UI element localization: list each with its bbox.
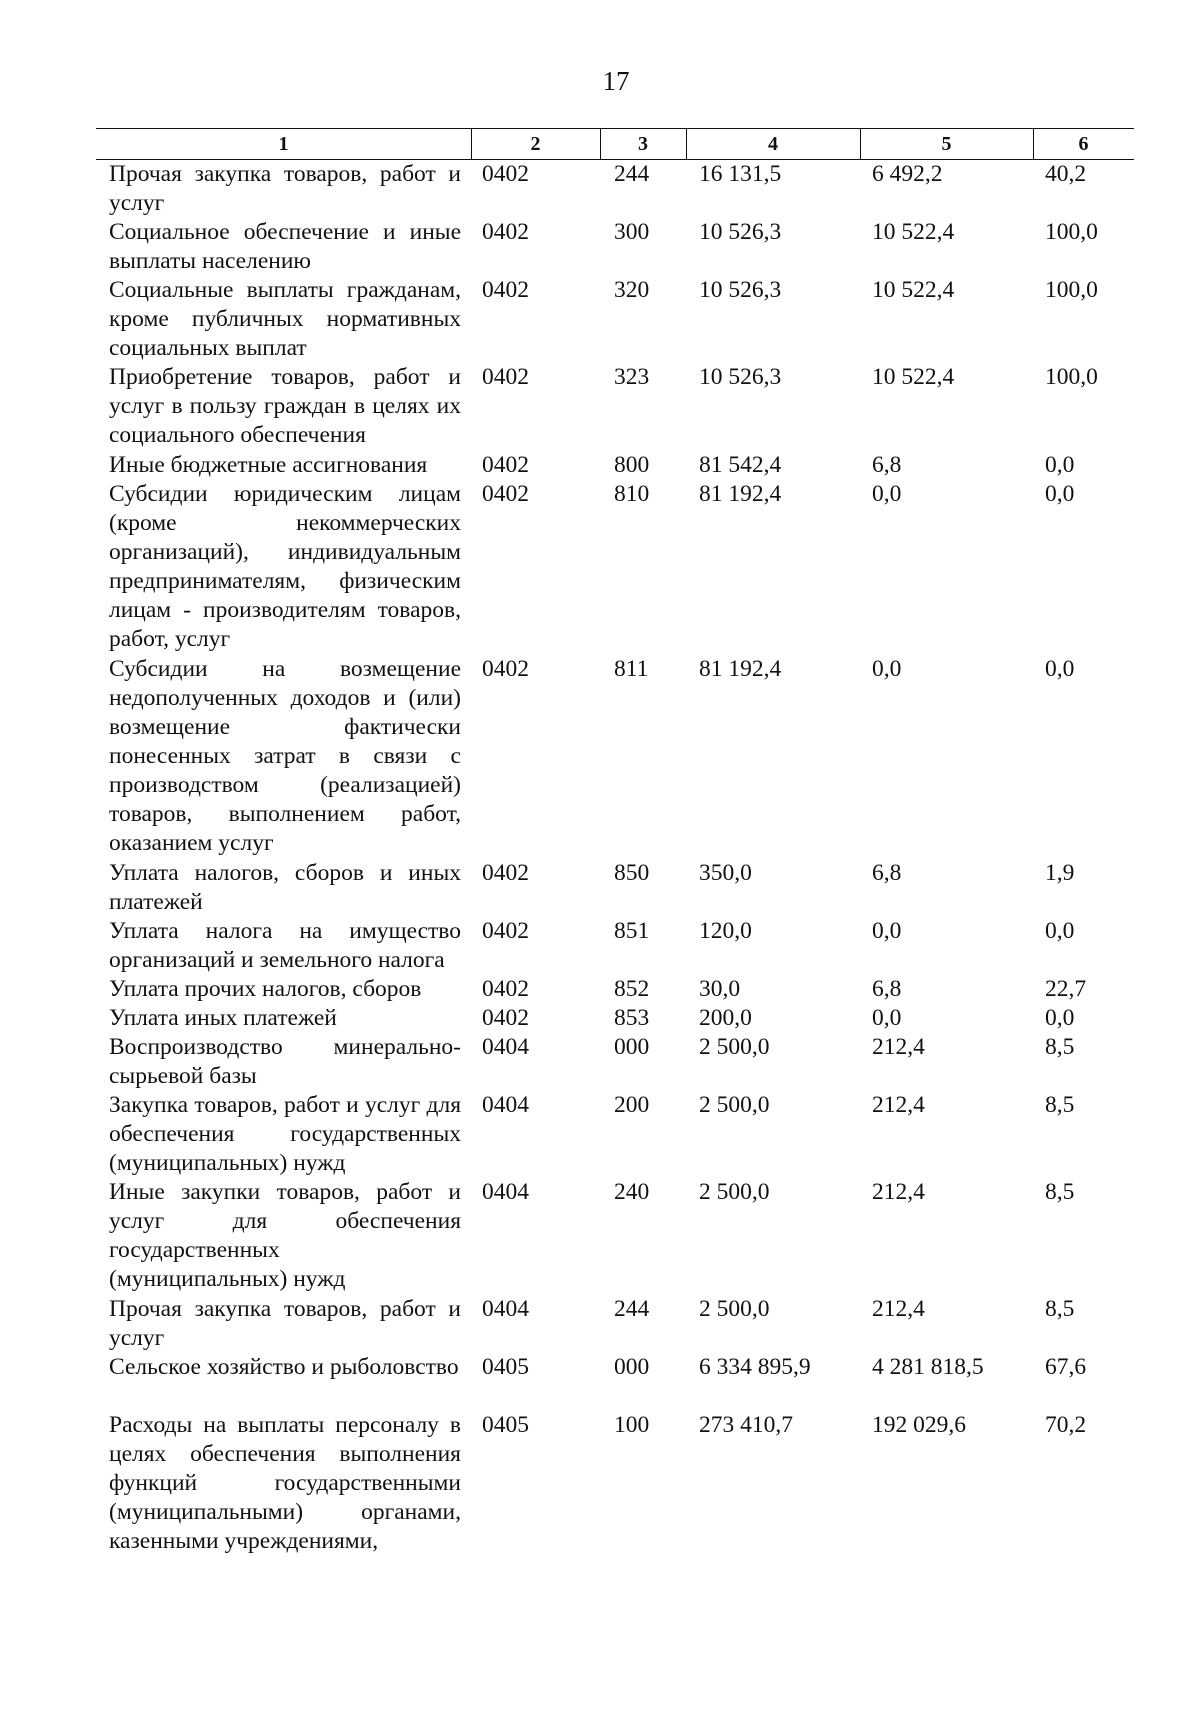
row-amount-planned: 81 192,4 bbox=[699, 656, 782, 682]
row-description: Закупка товаров, работ и услуг для обеспечения государственных (муниципальных) нужд bbox=[109, 1092, 461, 1176]
row-section-code: 0402 bbox=[482, 219, 529, 245]
row-amount-actual: 212,4 bbox=[872, 1034, 925, 1060]
row-amount-planned: 16 131,5 bbox=[699, 161, 782, 187]
row-description: Уплата налогов, сборов и иных платежей bbox=[109, 860, 461, 915]
row-expense-type-code: 000 bbox=[614, 1354, 650, 1380]
row-percent: 8,5 bbox=[1045, 1179, 1075, 1205]
row-percent: 0,0 bbox=[1045, 481, 1075, 507]
row-section-code: 0402 bbox=[482, 161, 529, 187]
row-amount-actual: 6,8 bbox=[872, 860, 902, 886]
row-percent: 100,0 bbox=[1045, 364, 1098, 390]
row-amount-planned: 10 526,3 bbox=[699, 277, 782, 303]
row-description: Социальное обеспечение и иные выплаты населению bbox=[109, 219, 461, 274]
row-amount-actual: 212,4 bbox=[872, 1179, 925, 1205]
row-section-code: 0402 bbox=[482, 481, 529, 507]
row-amount-actual: 192 029,6 bbox=[872, 1412, 966, 1438]
row-description: Субсидии юридическим лицам (кроме некоммерческих организаций), индивидуальным предпринимателям, физическим лицам - производителям товаров, работ, услуг bbox=[109, 481, 461, 652]
row-section-code: 0404 bbox=[482, 1179, 529, 1205]
row-amount-actual: 0,0 bbox=[872, 656, 902, 682]
row-expense-type-code: 850 bbox=[614, 860, 650, 886]
row-amount-planned: 2 500,0 bbox=[699, 1034, 770, 1060]
row-amount-planned: 2 500,0 bbox=[699, 1296, 770, 1322]
row-expense-type-code: 244 bbox=[614, 1296, 650, 1322]
row-percent: 1,9 bbox=[1045, 860, 1075, 886]
row-description: Сельское хозяйство и рыболовство bbox=[109, 1354, 459, 1380]
row-expense-type-code: 240 bbox=[614, 1179, 650, 1205]
row-expense-type-code: 200 bbox=[614, 1092, 650, 1118]
column-header-4: 4 bbox=[768, 133, 778, 155]
column-header-6: 6 bbox=[1078, 133, 1089, 155]
page-number: 17 bbox=[602, 66, 630, 96]
row-amount-planned: 6 334 895,9 bbox=[699, 1354, 811, 1380]
row-percent: 0,0 bbox=[1045, 918, 1075, 944]
column-header-2: 2 bbox=[530, 133, 541, 155]
row-section-code: 0404 bbox=[482, 1034, 529, 1060]
column-header-5: 5 bbox=[941, 133, 952, 155]
row-description: Прочая закупка товаров, работ и услуг bbox=[109, 161, 461, 216]
row-description: Уплата иных платежей bbox=[109, 1005, 337, 1031]
row-description: Расходы на выплаты персоналу в целях обеспечения выполнения функций государственными (муниципальными) органами, казенными учреждениями, bbox=[109, 1412, 461, 1554]
row-amount-planned: 81 542,4 bbox=[699, 452, 782, 478]
row-expense-type-code: 852 bbox=[614, 976, 650, 1002]
row-section-code: 0402 bbox=[482, 364, 529, 390]
column-header-1: 1 bbox=[278, 133, 289, 155]
row-description: Субсидии на возмещение недополученных доходов и (или) возмещение фактически понесенных затрат в связи с производством (реализацией) товаров, выполнением работ, оказанием услуг bbox=[109, 656, 461, 856]
row-section-code: 0402 bbox=[482, 452, 529, 478]
row-amount-actual: 4 281 818,5 bbox=[872, 1354, 984, 1380]
row-amount-actual: 6,8 bbox=[872, 452, 902, 478]
row-amount-planned: 2 500,0 bbox=[699, 1092, 770, 1118]
row-description: Воспроизводство минерально-сырьевой базы bbox=[109, 1034, 461, 1089]
row-expense-type-code: 810 bbox=[614, 481, 650, 507]
row-percent: 8,5 bbox=[1045, 1296, 1075, 1322]
row-description: Социальные выплаты гражданам, кроме публичных нормативных социальных выплат bbox=[109, 277, 461, 361]
row-section-code: 0402 bbox=[482, 277, 529, 303]
row-expense-type-code: 323 bbox=[614, 364, 650, 390]
row-percent: 8,5 bbox=[1045, 1092, 1075, 1118]
row-percent: 0,0 bbox=[1045, 656, 1075, 682]
row-amount-actual: 6 492,2 bbox=[872, 161, 943, 187]
row-expense-type-code: 244 bbox=[614, 161, 650, 187]
row-description: Приобретение товаров, работ и услуг в пользу граждан в целях их социального обеспечения bbox=[109, 364, 461, 448]
row-expense-type-code: 320 bbox=[614, 277, 650, 303]
row-section-code: 0404 bbox=[482, 1296, 529, 1322]
row-amount-actual: 212,4 bbox=[872, 1296, 925, 1322]
row-amount-planned: 30,0 bbox=[699, 976, 741, 1002]
row-section-code: 0405 bbox=[482, 1412, 529, 1438]
row-section-code: 0402 bbox=[482, 918, 529, 944]
row-amount-actual: 10 522,4 bbox=[872, 364, 955, 390]
row-percent: 40,2 bbox=[1045, 161, 1087, 187]
row-amount-actual: 10 522,4 bbox=[872, 219, 955, 245]
row-amount-planned: 273 410,7 bbox=[699, 1412, 793, 1438]
row-description: Прочая закупка товаров, работ и услуг bbox=[109, 1296, 461, 1351]
row-percent: 0,0 bbox=[1045, 1005, 1075, 1031]
row-section-code: 0402 bbox=[482, 656, 529, 682]
row-amount-actual: 0,0 bbox=[872, 918, 902, 944]
column-header-3: 3 bbox=[638, 133, 648, 155]
row-amount-actual: 0,0 bbox=[872, 1005, 902, 1031]
row-expense-type-code: 300 bbox=[614, 219, 650, 245]
row-section-code: 0402 bbox=[482, 1005, 529, 1031]
row-expense-type-code: 811 bbox=[614, 656, 649, 682]
row-description: Уплата налога на имущество организаций и земельного налога bbox=[109, 918, 461, 973]
row-amount-planned: 10 526,3 bbox=[699, 364, 782, 390]
row-section-code: 0405 bbox=[482, 1354, 529, 1380]
row-percent: 8,5 bbox=[1045, 1034, 1075, 1060]
row-section-code: 0402 bbox=[482, 860, 529, 886]
row-expense-type-code: 853 bbox=[614, 1005, 650, 1031]
row-percent: 100,0 bbox=[1045, 219, 1098, 245]
row-amount-planned: 200,0 bbox=[699, 1005, 752, 1031]
row-amount-actual: 0,0 bbox=[872, 481, 902, 507]
row-expense-type-code: 100 bbox=[614, 1412, 650, 1438]
row-description: Иные бюджетные ассигнования bbox=[109, 452, 428, 478]
row-amount-planned: 120,0 bbox=[699, 918, 752, 944]
row-percent: 67,6 bbox=[1045, 1354, 1087, 1380]
row-amount-actual: 212,4 bbox=[872, 1092, 925, 1118]
row-amount-planned: 2 500,0 bbox=[699, 1179, 770, 1205]
row-expense-type-code: 000 bbox=[614, 1034, 650, 1060]
row-amount-planned: 10 526,3 bbox=[699, 219, 782, 245]
row-expense-type-code: 800 bbox=[614, 452, 650, 478]
row-section-code: 0404 bbox=[482, 1092, 529, 1118]
row-amount-actual: 6,8 bbox=[872, 976, 902, 1002]
row-amount-actual: 10 522,4 bbox=[872, 277, 955, 303]
row-percent: 70,2 bbox=[1045, 1412, 1087, 1438]
row-expense-type-code: 851 bbox=[614, 918, 650, 944]
row-description: Уплата прочих налогов, сборов bbox=[109, 976, 422, 1002]
row-description: Иные закупки товаров, работ и услуг для обеспечения государственных (муниципальных) нужд bbox=[109, 1179, 461, 1292]
row-percent: 100,0 bbox=[1045, 277, 1098, 303]
row-amount-planned: 350,0 bbox=[699, 860, 752, 886]
row-amount-planned: 81 192,4 bbox=[699, 481, 782, 507]
row-percent: 0,0 bbox=[1045, 452, 1075, 478]
row-percent: 22,7 bbox=[1045, 976, 1087, 1002]
row-section-code: 0402 bbox=[482, 976, 529, 1002]
